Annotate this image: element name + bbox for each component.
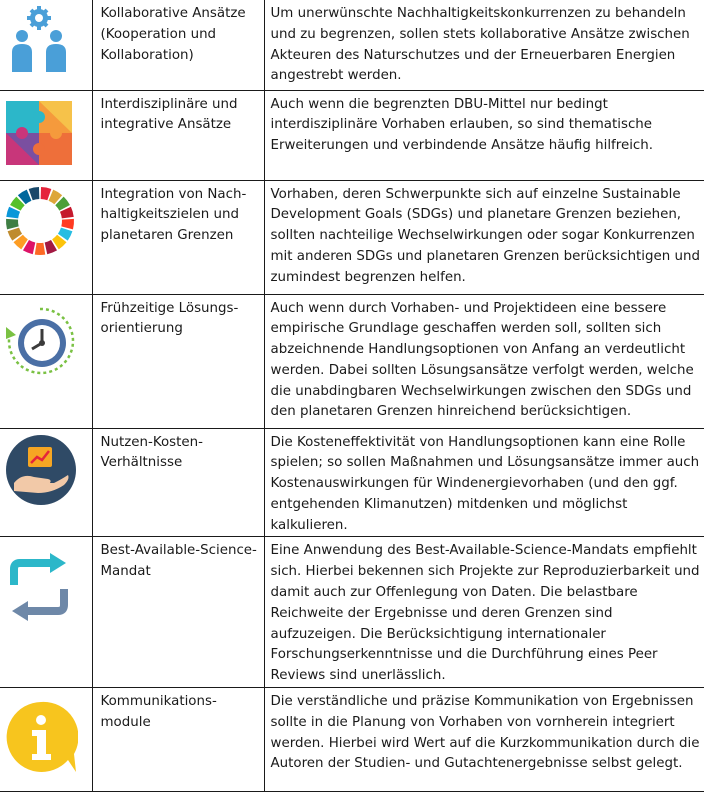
row-description: Eine Anwendung des Best-Available-Science-Mandats empfiehlt sich. Hierbei bekennen sich Projekte zur Reproduzierbarkeit und damit auch zur Offenlegung von Daten. Die belastbare Reichweite der Ergebnisse und deren Grenzen sind aufzuzeigen. Die Berücksichtigung internationaler Forschungserkenntnisse und die Durchführung eines Peer Reviews sind unerlässlich. — [270, 543, 700, 684]
row-description: Auch wenn durch Vorhaben- und Projektideen eine bessere empirische Grundlage geschaffen werden soll, sollten sich abzeichnende Handlungsoptionen von Anfang an verdeutlicht werden. Dabei sollten Lösungsansätze verfolgt werden, welche die unabdingbaren Wechselwirkungen zwischen den SDGs und den planetaren Grenzen hinreichend berücksichtigen. — [270, 300, 694, 420]
puzzle-pieces-icon — [4, 95, 92, 167]
sdg-wheel-icon — [4, 185, 92, 257]
table-row — [0, 180, 704, 294]
table-row — [0, 294, 704, 428]
table-row — [0, 688, 704, 792]
row-description: Auch wenn die begrenzten DBU-Mittel nur bedingt interdisziplinäre Vorhaben erlauben, so sind thematische Erweiterungen und verbindende Ansätze häufig hilfreich. — [270, 96, 654, 154]
info-bubble-icon — [4, 692, 92, 774]
row-description: Die Kosteneffektivität von Handlungsoptionen kann eine Rolle spielen; so sollen Maßnahmen und Lösungsansätze immer auch Kostenauswirkungen für Windenergievorhaben (und den ggf. entgehenden Klimanutzen) mitdenken und möglichst kalkulieren. — [270, 434, 700, 533]
clock-cycle-icon — [4, 299, 92, 377]
row-label: Kommunikations- module — [100, 694, 217, 730]
table-row — [0, 428, 704, 537]
row-description: Um unerwünschte Nachhaltigkeitskonkurrenzen zu behandeln und zu begrenzen, sollen stets kollaborative Ansätze zwischen Akteuren des Naturschutzes und der Erneuerbaren Energien angestrebt werden. — [270, 6, 690, 84]
table-row — [0, 0, 704, 90]
row-label: Integration von Nach- haltigkeitszielen und planetaren Grenzen — [100, 186, 247, 244]
sdg-segment — [61, 218, 74, 228]
exchange-arrows-icon — [4, 541, 92, 623]
table-row — [0, 90, 704, 180]
row-label: Nutzen-Kosten- Verhältnisse — [100, 434, 203, 471]
row-label: Interdisziplinäre und integrative Ansätze — [100, 96, 238, 133]
row-description: Vorhaben, deren Schwerpunkte sich auf einzelne Sustainable Development Goals (SDGs) und planetare Grenzen beziehen, sollten nachteilige Wechselwirkungen oder sogar Konkurrenzen mit anderen SDGs und planetaren Grenzen berücksichtigen und zumindest begrenzen helfen. — [270, 186, 700, 285]
row-label: Frühzeitige Lösungs- orientierung — [100, 300, 239, 337]
sdg-segment — [6, 218, 19, 228]
table-row — [0, 537, 704, 688]
collaboration-people-gear-icon — [4, 4, 92, 74]
row-label: Kollaborative Ansätze (Kooperation und Kollaboration) — [100, 6, 246, 63]
sdg-segment — [35, 242, 45, 254]
hand-chart-icon — [4, 433, 92, 507]
row-description: Die verständliche und präzise Kommunikation von Ergebnissen sollte in die Planung von Vorhaben von vornherein integriert werden. Hierbei wird Wert auf die Kurzkommunikation durch die Autoren der Studien- und Gutachtenergebnisse selbst gelegt. — [270, 694, 700, 772]
row-label: Best-Available-Science- Mandat — [100, 543, 257, 580]
